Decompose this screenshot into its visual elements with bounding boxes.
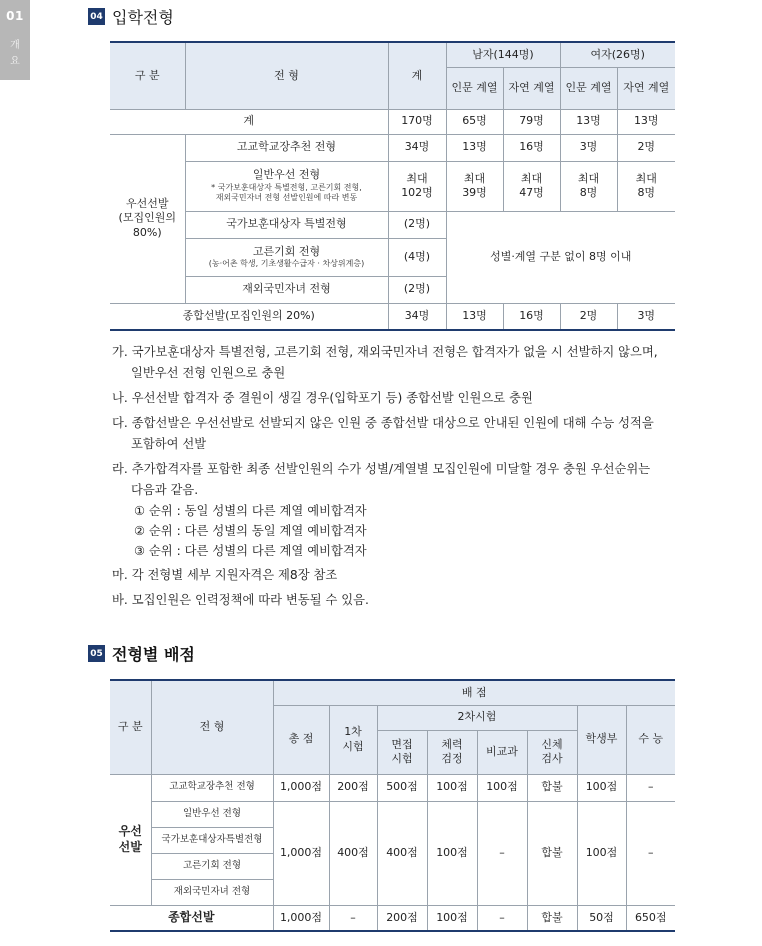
- total-row-total: 170명: [388, 109, 446, 134]
- note-ga-line-2: 일반우선 전형 인원으로 충원: [131, 366, 286, 380]
- merged-physical: 100점: [427, 801, 477, 905]
- equal-opportunity-total: (4명): [388, 238, 446, 276]
- comprehensive-selection-first: –: [329, 905, 377, 931]
- header-interview: [377, 730, 427, 774]
- header-interview-text: 면접 시험: [391, 737, 413, 765]
- comprehensive-selection-total: 1,000점: [273, 905, 329, 931]
- principal-recommendation-non-subject: 100점: [477, 774, 527, 801]
- note-da-line-2: 포함하여 선발: [131, 437, 207, 451]
- header-second-exam: 2차시험: [377, 705, 577, 730]
- priority-selection-group: [110, 774, 151, 905]
- priority-selection-ratio: (모집인원의 80%): [118, 211, 176, 239]
- section-04-heading: [88, 5, 174, 28]
- comprehensive-selection-physical: 100점: [427, 905, 477, 931]
- priority-selection-label-2: 선발: [118, 839, 142, 854]
- header-female-sciences: 자연 계열: [617, 67, 675, 109]
- header-physical-exam: [527, 730, 577, 774]
- general-priority-male-humanities-value: 최대 39명: [462, 171, 487, 199]
- merged-non-subject: –: [477, 801, 527, 905]
- principal-recommendation-physical: 100점: [427, 774, 477, 801]
- section-05-title: 전형별 배점: [112, 645, 195, 664]
- section-05-heading: [88, 642, 195, 665]
- header-non-subject: 비교과: [477, 730, 527, 774]
- chapter-number: 01: [6, 9, 24, 23]
- header-first-exam: [329, 705, 377, 774]
- principal-recommendation-body: 합불: [527, 774, 577, 801]
- general-priority-note-1: * 국가보훈대상자 특별전형, 고른기회 전형,: [211, 182, 362, 192]
- score-allocation-table: [110, 679, 675, 932]
- general-priority-female-humanities-value: 최대 8명: [577, 171, 600, 199]
- principal-recommendation-label: 고교학교장추천 전형: [151, 774, 273, 801]
- note-ra-line-1: 라. 추가합격자를 포함한 최종 선발인원의 수가 성별/계열별 모집인원에 미달할 경우 충원 우선순위는: [112, 462, 651, 476]
- chapter-label-char-1: 개: [10, 40, 20, 51]
- comprehensive-selection-female-humanities: 2명: [560, 303, 617, 330]
- veteran-special-label: 국가보훈대상자 특별전형: [185, 211, 388, 238]
- equal-opportunity-cell: [185, 238, 388, 276]
- comprehensive-selection-male-sciences: 16명: [503, 303, 560, 330]
- principal-recommendation-total: 34명: [388, 134, 446, 161]
- note-ba: 바. 모집인원은 인력정책에 따라 변동될 수 있음.: [112, 593, 369, 607]
- merged-body: 합불: [527, 801, 577, 905]
- general-priority-total: [388, 161, 446, 211]
- comprehensive-selection-non-subject: –: [477, 905, 527, 931]
- note-ga-line-1: 가. 국가보훈대상자 특별전형, 고른기회 전형, 재외국민자녀 전형은 합격자가 없을 시 선발하지 않으며,: [112, 345, 658, 359]
- equal-opportunity-label: 고른기회 전형: [151, 853, 273, 879]
- general-priority-total-value: 최대 102명: [401, 171, 433, 199]
- section-05-number-badge: 05: [88, 645, 105, 662]
- header-male-sciences: 자연 계열: [503, 67, 560, 109]
- principal-recommendation-male-sciences: 16명: [503, 134, 560, 161]
- overseas-korean-label: 재외국민자녀 전형: [185, 276, 388, 303]
- merged-first: 400점: [329, 801, 377, 905]
- comprehensive-selection-record: 50점: [577, 905, 626, 931]
- note-ra: [112, 459, 687, 501]
- comprehensive-selection-body: 합불: [527, 905, 577, 931]
- principal-recommendation-label: 고교학교장추천 전형: [185, 134, 388, 161]
- merged-gender-note: 성별·계열 구분 없이 8명 이내: [446, 211, 675, 303]
- comprehensive-selection-male-humanities: 13명: [446, 303, 503, 330]
- merged-interview: 400점: [377, 801, 427, 905]
- header-physical-test: [427, 730, 477, 774]
- admission-notes: [112, 342, 687, 611]
- general-priority-label: 일반우선 전형: [252, 168, 321, 182]
- header-admission-type: 전 형: [151, 680, 273, 774]
- note-ra-priority-1: ① 순위 : 동일 성별의 다른 계열 예비합격자: [134, 504, 367, 518]
- section-04-number-badge: 04: [88, 8, 105, 25]
- general-priority-male-sciences-value: 최대 47명: [519, 171, 544, 199]
- header-physical-exam-text: 신체 검사: [541, 737, 563, 765]
- overseas-korean-label: 재외국민자녀 전형: [151, 879, 273, 905]
- comprehensive-selection-label: 종합선발: [110, 905, 273, 931]
- header-physical-test-text: 체력 검정: [441, 737, 463, 765]
- header-male-humanities: 인문 계열: [446, 67, 503, 109]
- general-priority-female-sciences-value: 최대 8명: [635, 171, 657, 199]
- priority-selection-group: [110, 134, 185, 303]
- header-total-score: 총 점: [273, 705, 329, 774]
- general-priority-note-2: 재외국민자녀 전형 선발인원에 따라 변동: [215, 193, 358, 203]
- chapter-tab: [0, 0, 30, 80]
- principal-recommendation-csat: –: [626, 774, 675, 801]
- principal-recommendation-first: 200점: [329, 774, 377, 801]
- header-score: 배 점: [273, 680, 675, 705]
- note-ra-priority-2: ② 순위 : 다른 성별의 동일 계열 예비합격자: [134, 524, 367, 538]
- total-row-label: 계: [110, 109, 388, 134]
- general-priority-female-sciences: [617, 161, 675, 211]
- note-ra-line-2: 다음과 같음.: [131, 483, 199, 497]
- principal-recommendation-record: 100점: [577, 774, 626, 801]
- equal-opportunity-label: 고른기회 전형: [252, 244, 321, 258]
- note-ga: [112, 342, 687, 384]
- chapter-label: [0, 38, 30, 70]
- principal-recommendation-male-humanities: 13명: [446, 134, 503, 161]
- principal-recommendation-female-humanities: 3명: [560, 134, 617, 161]
- chapter-label-char-2: 요: [10, 56, 20, 67]
- priority-selection-label-1: 우선: [118, 823, 142, 838]
- merged-csat: –: [626, 801, 675, 905]
- merged-total: 1,000점: [273, 801, 329, 905]
- header-total: 계: [388, 42, 446, 109]
- header-csat: 수 능: [626, 705, 675, 774]
- header-admission-type: 전 형: [185, 42, 388, 109]
- overseas-korean-total: (2명): [388, 276, 446, 303]
- comprehensive-selection-interview: 200점: [377, 905, 427, 931]
- general-priority-male-sciences: [503, 161, 560, 211]
- total-row-male-sciences: 79명: [503, 109, 560, 134]
- merged-record: 100점: [577, 801, 626, 905]
- header-female: 여자(26명): [560, 42, 675, 67]
- priority-selection-label: 우선선발: [125, 197, 169, 211]
- note-da: [112, 413, 687, 455]
- comprehensive-selection-label: 종합선발(모집인원의 20%): [110, 303, 388, 330]
- general-priority-cell: [185, 161, 388, 211]
- veteran-special-total: (2명): [388, 211, 446, 238]
- header-school-record: 학생부: [577, 705, 626, 774]
- total-row-female-sciences: 13명: [617, 109, 675, 134]
- header-category: 구 분: [110, 42, 185, 109]
- veteran-special-label: 국가보훈대상자특별전형: [151, 827, 273, 853]
- general-priority-label: 일반우선 전형: [151, 801, 273, 827]
- total-row-female-humanities: 13명: [560, 109, 617, 134]
- note-da-line-1: 다. 종합선발은 우선선발로 선발되지 않은 인원 중 종합선발 대상으로 안내된 인원에 대해 수능 성적을: [112, 416, 654, 430]
- section-04-title: 입학전형: [112, 8, 174, 27]
- comprehensive-selection-female-sciences: 3명: [617, 303, 675, 330]
- header-first-exam-text: 1차 시험: [342, 725, 364, 753]
- principal-recommendation-total: 1,000점: [273, 774, 329, 801]
- comprehensive-selection-csat: 650점: [626, 905, 675, 931]
- total-row-male-humanities: 65명: [446, 109, 503, 134]
- note-ra-priority-3: ③ 순위 : 다른 성별의 다른 계열 예비합격자: [134, 544, 367, 558]
- general-priority-female-humanities: [560, 161, 617, 211]
- admission-quota-table: [110, 41, 675, 331]
- principal-recommendation-interview: 500점: [377, 774, 427, 801]
- header-male: 남자(144명): [446, 42, 560, 67]
- principal-recommendation-female-sciences: 2명: [617, 134, 675, 161]
- general-priority-male-humanities: [446, 161, 503, 211]
- header-category: 구 분: [110, 680, 151, 774]
- note-na: 나. 우선선발 합격자 중 결원이 생길 경우(입학포기 등) 종합선발 인원으로 충원: [112, 391, 533, 405]
- note-ma: 마. 각 전형별 세부 지원자격은 제8장 참조: [112, 568, 338, 582]
- comprehensive-selection-total: 34명: [388, 303, 446, 330]
- equal-opportunity-note: (농·어촌 학생, 기초생활수급자 · 차상위계층): [208, 258, 365, 268]
- header-female-humanities: 인문 계열: [560, 67, 617, 109]
